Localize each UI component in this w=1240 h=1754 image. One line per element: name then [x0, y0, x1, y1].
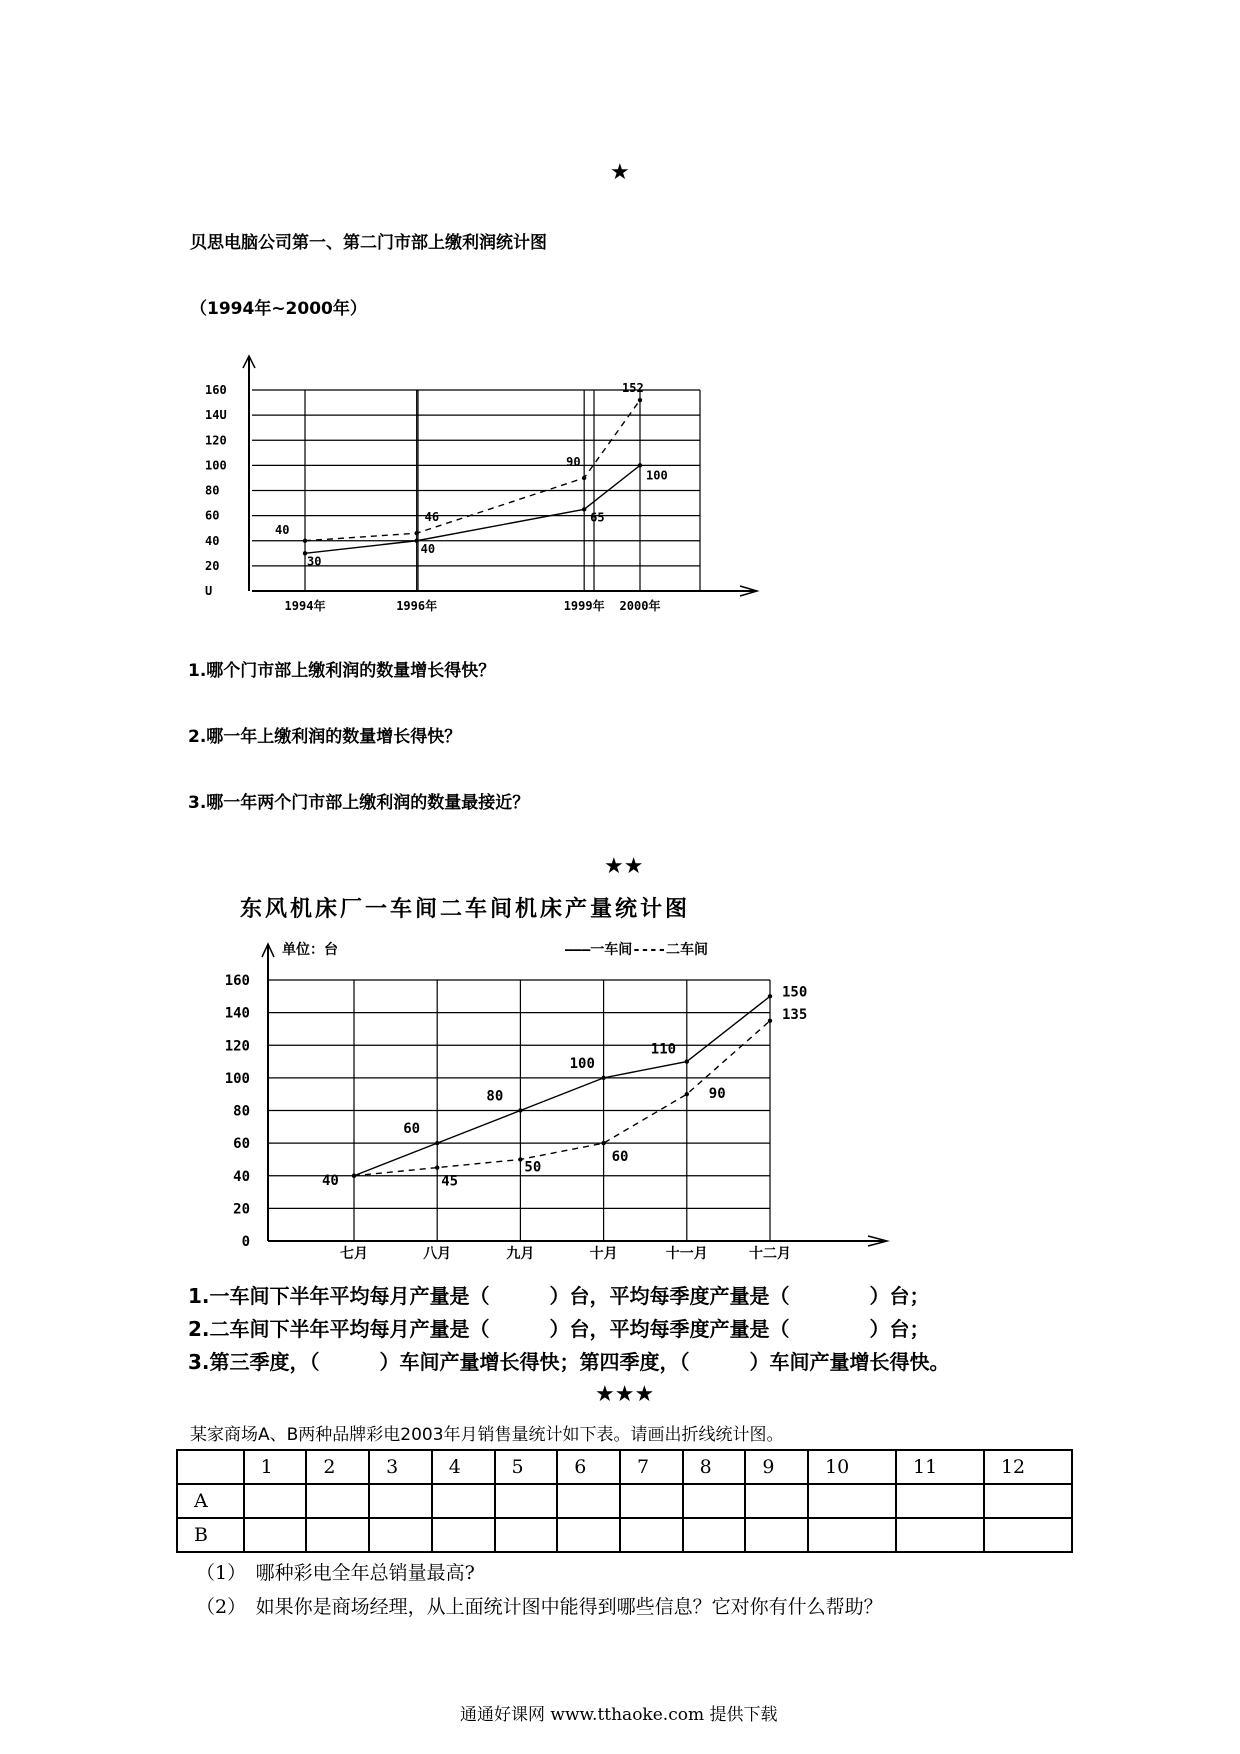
sales-table-cell: [683, 1484, 746, 1518]
chart2-data-label: 90: [708, 1086, 726, 1103]
chart2-data-label: 40: [322, 1172, 339, 1189]
chart2-y-tick-label: 40: [233, 1168, 250, 1185]
chart2-data-point: [435, 1141, 439, 1145]
chart2-data-label: 100: [569, 1055, 595, 1072]
chart2-data-label: 45: [441, 1173, 459, 1190]
chart1-y-tick-label: U: [205, 584, 213, 598]
chart2-data-point: [685, 1092, 689, 1096]
sales-table-cell: [557, 1484, 620, 1518]
question-2-1: 1.一车间下半年平均每月产量是（ ）台，平均每季度产量是（ ）台；: [188, 1284, 930, 1308]
chart2-data-label: 110: [650, 1041, 677, 1058]
chart2-title: 东风机床厂一车间二车间机床产量统计图: [240, 897, 691, 922]
sales-table-cell: 10: [808, 1450, 896, 1484]
chart2-legend: ———一车间----二车间: [565, 942, 709, 958]
chart1-title: 贝思电脑公司第一、第二门市部上缴利润统计图: [190, 233, 547, 253]
chart2-y-tick-label: 0: [241, 1234, 250, 1250]
chart1-data-point: [414, 539, 418, 543]
chart1-x-tick-label: 1996年: [396, 599, 438, 613]
chart2-data-point: [435, 1165, 439, 1169]
sales-table-cell: 6: [557, 1450, 620, 1484]
question-1-1: 1.哪个门市部上缴利润的数量增长得快？: [188, 661, 496, 681]
chart1-data-label: 65: [590, 510, 605, 525]
chart1-data-label: 40: [275, 522, 290, 537]
chart2-data-label: 80: [486, 1088, 504, 1105]
chart2-data-label: 150: [782, 984, 808, 1001]
chart2-x-tick-label: 七月: [340, 1246, 368, 1262]
chart1-y-tick-label: 120: [205, 433, 227, 448]
chart1-data-point: [582, 507, 586, 511]
chart1-data-point: [638, 463, 642, 467]
chart2-y-tick-label: 120: [224, 1038, 250, 1055]
chart1-y-tick-label: 20: [205, 558, 220, 573]
sales-table-cell: [306, 1518, 369, 1552]
sales-table-cell: [177, 1450, 244, 1484]
chart2-data-point: [685, 1059, 689, 1063]
sales-table-cell: [745, 1518, 808, 1552]
chart2-y-tick-label: 20: [233, 1201, 250, 1218]
sales-table-cell: 9: [745, 1450, 808, 1484]
chart2-data-point: [601, 1076, 605, 1080]
sales-table-cell: A: [177, 1484, 244, 1518]
chart1-y-tick-label: 14U: [205, 408, 227, 423]
chart1-x-tick-label: 2000年: [619, 599, 661, 613]
chart1-series-line: [305, 465, 640, 553]
sales-table-header-row: [177, 1450, 1072, 1484]
sales-table-cell: [369, 1484, 432, 1518]
chart2-x-tick-label: 十二月: [749, 1246, 791, 1262]
chart1-data-point: [303, 539, 307, 543]
sales-table-cell: [432, 1484, 495, 1518]
section3-intro: 某家商场A、B两种品牌彩电2003年月销售量统计如下表。请画出折线统计图。: [190, 1425, 784, 1445]
sales-table-cell: [244, 1484, 307, 1518]
difficulty-star-1: ★: [610, 160, 630, 185]
chart1-data-label: 90: [566, 454, 581, 469]
sales-table-cell: [745, 1484, 808, 1518]
sales-table-cell: [432, 1518, 495, 1552]
chart2-x-tick-label: 十一月: [665, 1246, 708, 1262]
sales-table-cell: [495, 1484, 558, 1518]
chart2-data-point: [601, 1141, 605, 1145]
chart1-y-tick-label: 160: [205, 383, 227, 397]
chart1-y-tick-label: 100: [205, 458, 227, 473]
sales-table-cell: [244, 1518, 307, 1552]
footer-credit: 通通好课网 www.tthaoke.com 提供下载: [460, 1705, 778, 1725]
sales-table-cell: [808, 1484, 896, 1518]
chart2-y-tick-label: 60: [233, 1136, 250, 1153]
chart2-x-tick-label: 八月: [423, 1246, 452, 1262]
chart1-data-point: [638, 398, 642, 402]
chart2-data-label: 60: [403, 1121, 421, 1138]
chart1-data-label: 30: [307, 554, 322, 569]
sales-table-cell: [984, 1518, 1072, 1552]
sales-table-cell: [984, 1484, 1072, 1518]
chart2-x-tick-label: 九月: [506, 1246, 535, 1262]
chart2-data-label: 60: [611, 1149, 629, 1166]
chart2-data-point: [518, 1108, 522, 1112]
sales-table-cell: 1: [244, 1450, 307, 1484]
question-3-2: （2） 如果你是商场经理，从上面统计图中能得到哪些信息？它对你有什么帮助？: [196, 1596, 883, 1618]
question-3-1: （1） 哪种彩电全年总销量最高?: [196, 1562, 475, 1584]
chart2-y-tick-label: 80: [233, 1103, 250, 1120]
chart2-unit-label: 单位：台: [282, 942, 338, 958]
sales-table-cell: 7: [620, 1450, 683, 1484]
chart2-y-tick-label: 100: [224, 1070, 250, 1087]
question-2-2: 2.二车间下半年平均每月产量是（ ）台，平均每季度产量是（ ）台；: [188, 1317, 930, 1341]
difficulty-star-3: ★★★: [595, 1382, 655, 1407]
chart1-x-tick-label: 1999年: [563, 599, 605, 613]
sales-table-cell: 2: [306, 1450, 369, 1484]
chart2-y-tick-label: 160: [224, 973, 250, 989]
chart1-subtitle: （1994年~2000年）: [190, 299, 367, 319]
question-1-2: 2.哪一年上缴利润的数量增长得快？: [188, 727, 462, 747]
sales-table-cell: [557, 1518, 620, 1552]
sales-table-row: [177, 1518, 1072, 1552]
chart1-x-tick-label: 1994年: [284, 599, 326, 613]
sales-table: [176, 1449, 1073, 1553]
chart1-y-tick-label: 80: [205, 483, 220, 498]
chart2-data-label: 135: [782, 1006, 808, 1023]
sales-table-cell: 12: [984, 1450, 1072, 1484]
sales-table-cell: [495, 1518, 558, 1552]
question-1-3: 3.哪一年两个门市部上缴利润的数量最接近？: [188, 793, 530, 813]
sales-table-cell: B: [177, 1518, 244, 1552]
sales-table-cell: [896, 1484, 984, 1518]
sales-table-cell: [306, 1484, 369, 1518]
chart1-y-tick-label: 40: [205, 533, 220, 548]
sales-table-cell: [808, 1518, 896, 1552]
sales-table-cell: [620, 1518, 683, 1552]
chart1-y-tick-label: 60: [205, 508, 220, 523]
sales-table-cell: [620, 1484, 683, 1518]
question-2-3: 3.第三季度，（ ）车间产量增长得快；第四季度，（ ）车间产量增长得快。: [188, 1350, 950, 1374]
chart1-data-label: 46: [424, 510, 440, 525]
difficulty-star-2: ★★: [604, 854, 644, 879]
sales-table-cell: [896, 1518, 984, 1552]
sales-table-row: [177, 1484, 1072, 1518]
chart2-x-tick-label: 十月: [589, 1246, 618, 1262]
chart1-data-point: [582, 476, 586, 480]
sales-table-cell: 5: [495, 1450, 558, 1484]
chart2-data-label: 50: [524, 1159, 542, 1176]
chart2-data-point: [352, 1174, 356, 1178]
chart1-data-label: 40: [420, 541, 436, 556]
chart2-series-line: [354, 996, 770, 1175]
sales-table-cell: 8: [683, 1450, 746, 1484]
chart1-data-label: 100: [646, 468, 668, 483]
chart2-data-point: [518, 1157, 522, 1161]
sales-table-cell: [369, 1518, 432, 1552]
chart1-data-point: [414, 531, 418, 535]
sales-table-cell: 3: [369, 1450, 432, 1484]
chart1-data-label: 152: [622, 381, 644, 396]
chart2-y-tick-label: 140: [224, 1005, 250, 1022]
sales-table-cell: 4: [432, 1450, 495, 1484]
chart2-series-line: [354, 1021, 770, 1176]
chart2-data-point: [768, 994, 772, 998]
sales-table-cell: 11: [896, 1450, 984, 1484]
chart2-data-point: [768, 1019, 772, 1023]
sales-table-cell: [683, 1518, 746, 1552]
